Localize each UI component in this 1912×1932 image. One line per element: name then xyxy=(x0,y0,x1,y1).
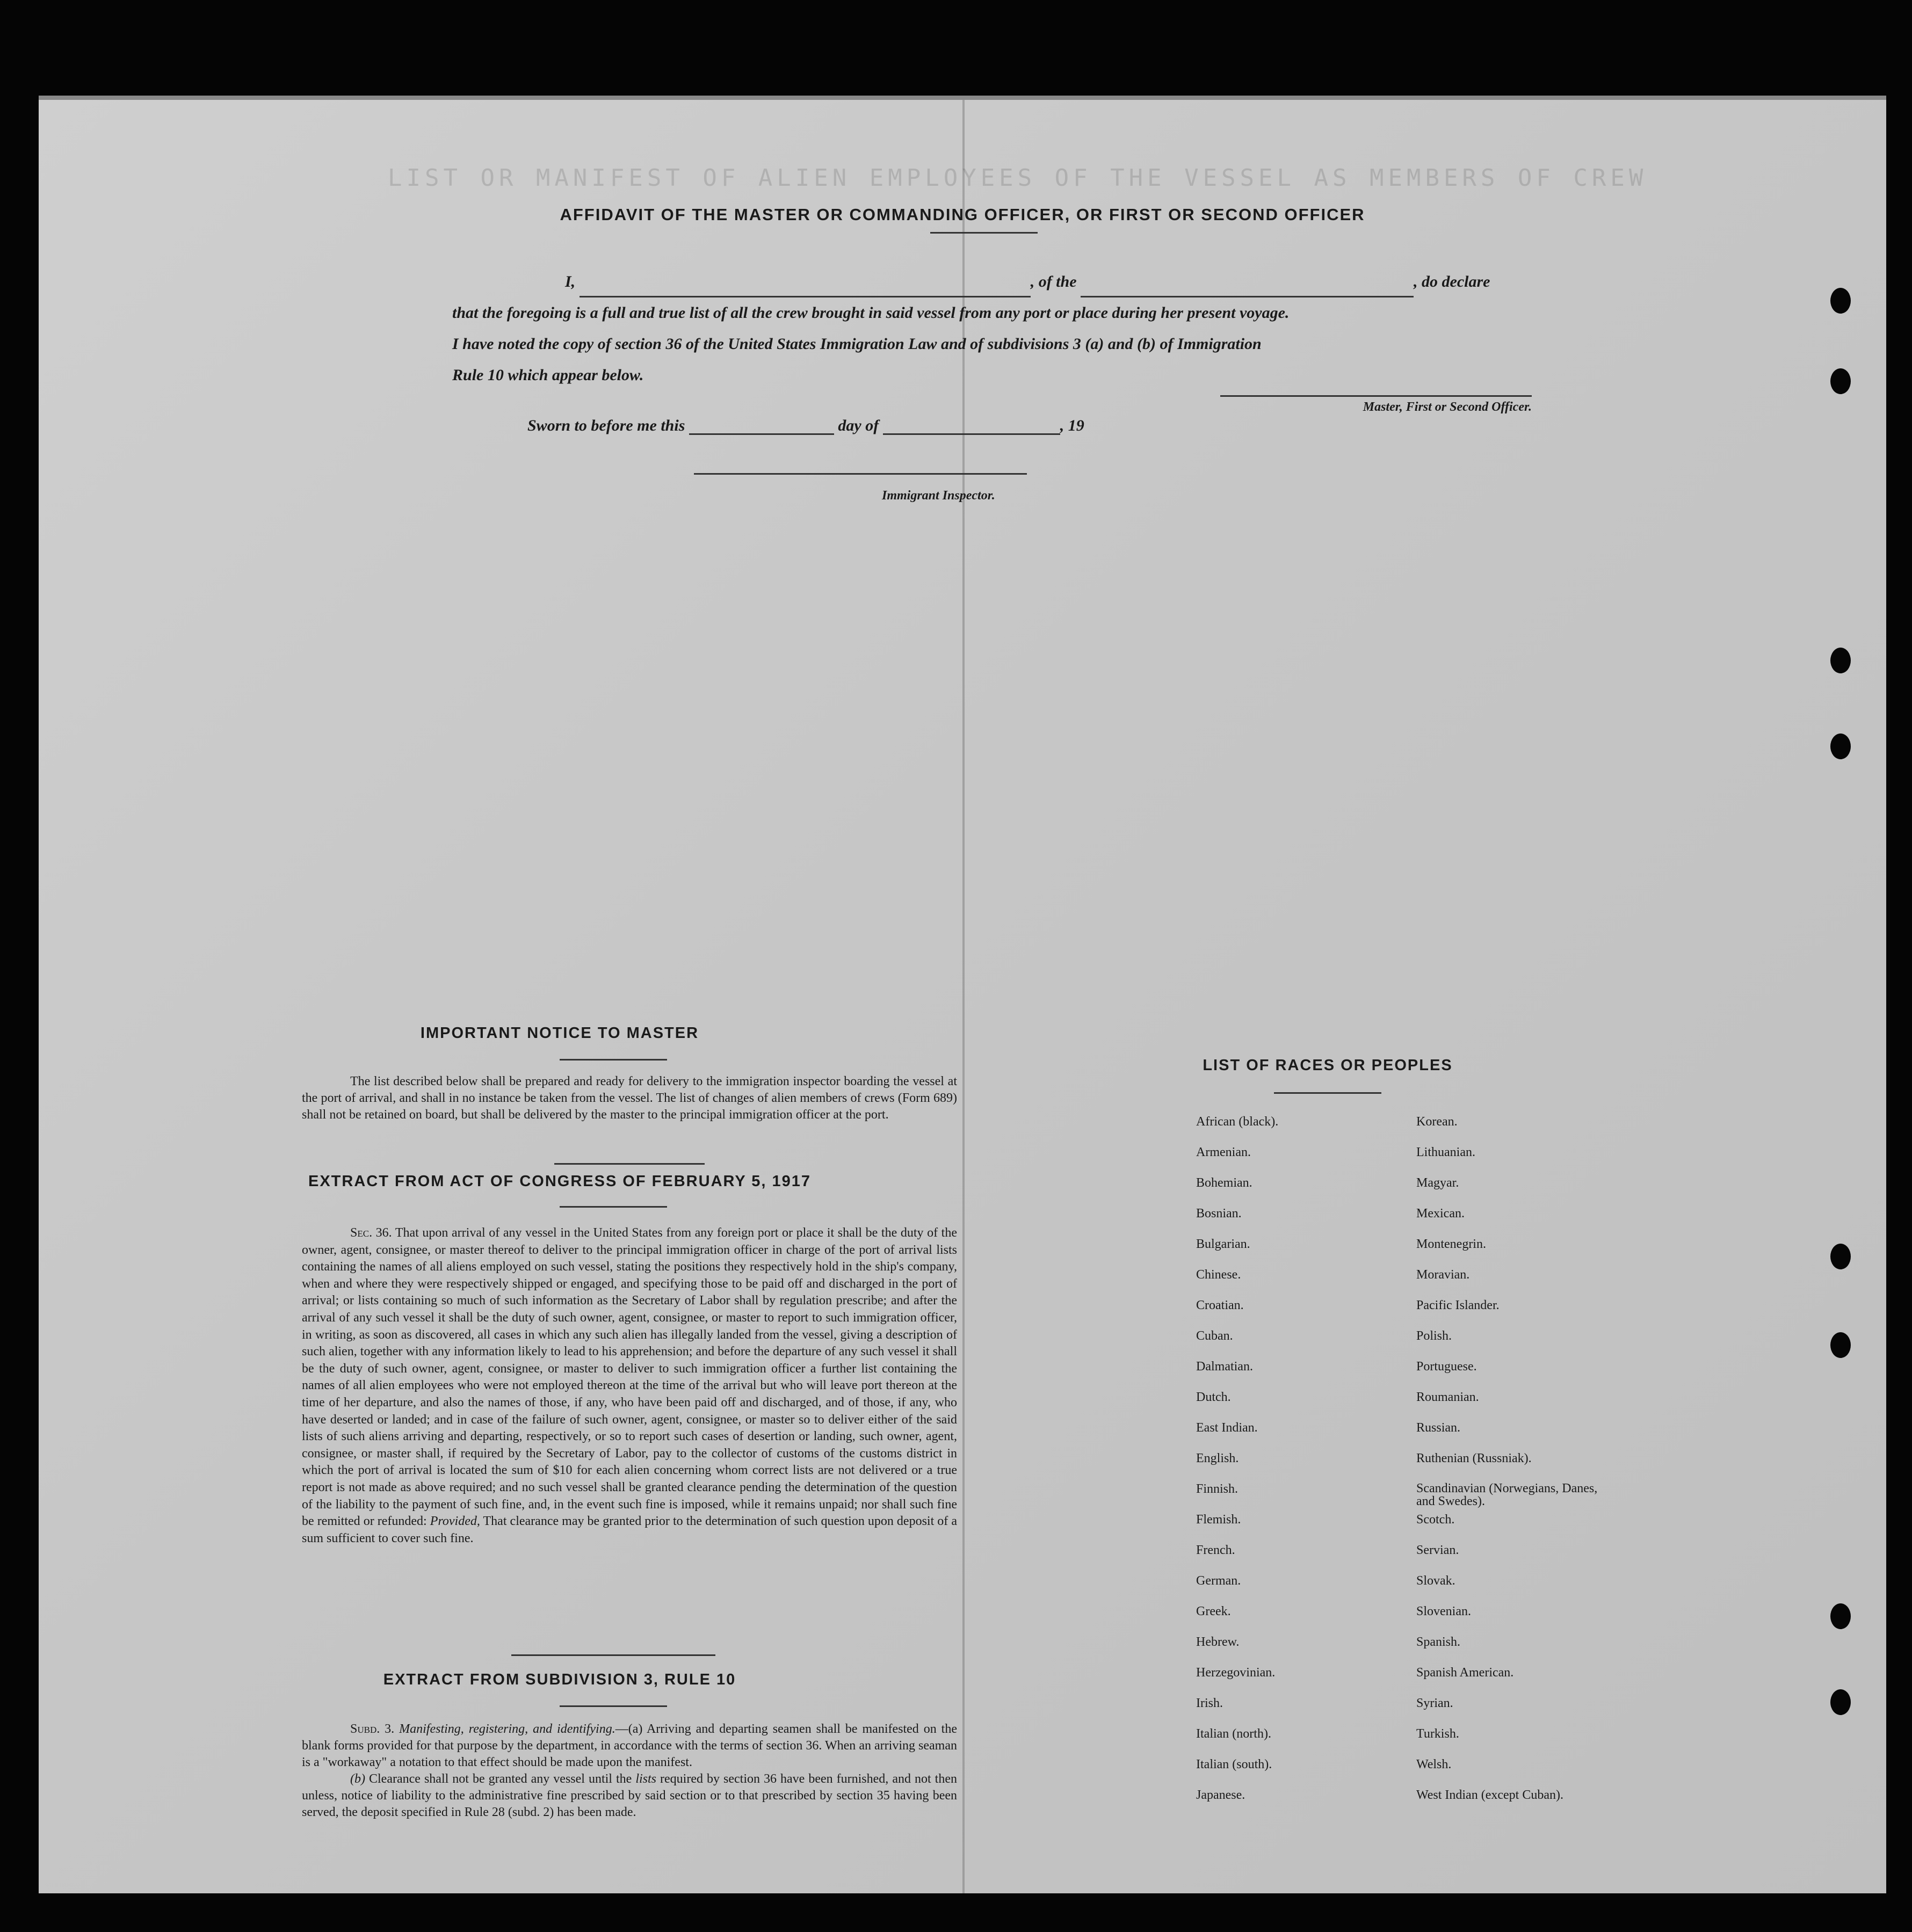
year-text: , 19 xyxy=(1060,417,1084,434)
race-item: Scotch. xyxy=(1416,1513,1455,1527)
act-title: EXTRACT FROM ACT OF CONGRESS OF FEBRUARY 5, 1917 xyxy=(308,1173,812,1190)
race-item: Italian (north). xyxy=(1196,1727,1271,1741)
race-item: Lithuanian. xyxy=(1416,1145,1475,1159)
inspector-label: Immigrant Inspector. xyxy=(882,489,995,503)
races-right-column xyxy=(1416,1115,1615,1819)
master-signature-line[interactable] xyxy=(1220,395,1532,397)
sec-label: Sec. 36. xyxy=(350,1226,392,1240)
master-signature xyxy=(1199,395,1532,415)
races-title: LIST OF RACES OR PEOPLES xyxy=(1203,1057,1453,1074)
para-b-text-2: required by section 36 have been furnished, and not then unless, notice of liability to the administrative fine prescribed by said section or to that prescribed by section 35 having been served, the deposit specified in Rule 28 (subd. 2) has been made. xyxy=(302,1772,957,1819)
race-item: Korean. xyxy=(1416,1115,1458,1129)
punch-hole xyxy=(1830,1244,1851,1269)
title-divider xyxy=(930,232,1038,234)
race-item: Dalmatian. xyxy=(1196,1360,1253,1374)
provided-text: Provided, xyxy=(430,1514,480,1529)
races-divider xyxy=(1274,1092,1381,1094)
races-left-column xyxy=(1196,1115,1278,1819)
punch-hole xyxy=(1830,1689,1851,1715)
race-item: Bohemian. xyxy=(1196,1176,1252,1190)
race-item: Welsh. xyxy=(1416,1757,1452,1771)
race-item: Mexican. xyxy=(1416,1207,1465,1221)
act-text-end: That clearance may be granted prior to the determination of such question upon deposit of a sum sufficient to cover such fine. xyxy=(302,1514,957,1545)
race-item: Montenegrin. xyxy=(1416,1237,1486,1251)
race-item: Dutch. xyxy=(1196,1390,1231,1404)
act-body xyxy=(302,1225,957,1547)
race-item: French. xyxy=(1196,1543,1235,1557)
race-item: Hebrew. xyxy=(1196,1635,1240,1649)
race-item: Bulgarian. xyxy=(1196,1237,1250,1251)
notice-body: The list described below shall be prepared and ready for delivery to the immigration inspector boarding the vessel at the port of arrival, and shall in no instance be taken from the vessel. The list of changes of alien members of crews (Form 689) shall not be retained on board, but shall be delivered by the master to the principal immigration officer at the port. xyxy=(302,1074,957,1122)
rule10-title: EXTRACT FROM SUBDIVISION 3, RULE 10 xyxy=(383,1671,736,1688)
sworn-line xyxy=(527,417,1084,435)
race-item: African (black). xyxy=(1196,1115,1279,1129)
master-label: Master, First or Second Officer. xyxy=(1363,400,1532,414)
para-b-lists: lists xyxy=(635,1772,656,1786)
race-item: Spanish. xyxy=(1416,1635,1461,1649)
inspector-signature-line[interactable] xyxy=(694,473,1027,475)
affidavit-line-4: Rule 10 which appear below. xyxy=(452,366,644,384)
day-of-text: day of xyxy=(838,417,879,434)
race-item: Russian. xyxy=(1416,1421,1461,1435)
race-item: Moravian. xyxy=(1416,1268,1470,1282)
race-item: Greek. xyxy=(1196,1604,1231,1618)
day-blank[interactable] xyxy=(689,433,834,435)
affidavit-body xyxy=(452,266,1553,391)
bleed-through-header: LIST OR MANIFEST OF ALIEN EMPLOYEES OF THE VESSEL AS MEMBERS OF CREW xyxy=(388,164,1648,192)
punch-hole xyxy=(1830,1332,1851,1358)
race-item: Ruthenian (Russniak). xyxy=(1416,1451,1532,1465)
section-divider xyxy=(554,1163,705,1165)
affidavit-of: , of the xyxy=(1030,273,1077,290)
punch-hole xyxy=(1830,733,1851,759)
act-divider xyxy=(560,1206,667,1208)
race-item: Irish. xyxy=(1196,1696,1223,1710)
race-item: Herzegovinian. xyxy=(1196,1666,1276,1680)
notice-divider xyxy=(560,1059,667,1061)
race-item: Roumanian. xyxy=(1416,1390,1479,1404)
punch-hole xyxy=(1830,368,1851,394)
rule10-para-b xyxy=(302,1771,957,1821)
race-item: Scandinavian (Norwegians, Danes, and Swedes). xyxy=(1416,1481,1598,1508)
race-item: Slovak. xyxy=(1416,1574,1455,1588)
notice-title: IMPORTANT NOTICE TO MASTER xyxy=(420,1025,699,1042)
race-item: Bosnian. xyxy=(1196,1207,1242,1221)
race-item: Pacific Islander. xyxy=(1416,1298,1500,1312)
para-b-text-1: Clearance shall not be granted any vessel until the xyxy=(369,1772,632,1786)
race-item: Syrian. xyxy=(1416,1696,1453,1710)
race-item: East Indian. xyxy=(1196,1421,1258,1435)
sworn-text: Sworn to before me this xyxy=(527,417,685,434)
month-blank[interactable] xyxy=(883,433,1060,435)
punch-hole xyxy=(1830,288,1851,314)
affidavit-line-1 xyxy=(452,266,1553,297)
race-item: Finnish. xyxy=(1196,1482,1239,1496)
rule10-divider xyxy=(560,1705,667,1707)
race-item: Polish. xyxy=(1416,1329,1452,1343)
affidavit-line-3: I have noted the copy of section 36 of the United States Immigration Law and of subdivisions 3 (a) and (b) of Immigration xyxy=(452,335,1262,353)
race-item: Turkish. xyxy=(1416,1727,1459,1741)
race-item: Flemish. xyxy=(1196,1513,1241,1527)
subd-heading: Manifesting, registering, and identifying. xyxy=(399,1722,615,1736)
para-a-text: —(a) Arriving and departing seamen shall be manifested on the blank forms provided for that purpose by the department, in accordance with the terms of section 36. When an arriving seaman is a "workaway" a notation to that effect should be made upon the manifest. xyxy=(302,1722,958,1769)
race-item: Magyar. xyxy=(1416,1176,1459,1190)
inspector-signature xyxy=(694,473,1070,503)
act-text: That upon arrival of any vessel in the United States from any foreign port or place it shall be the duty of the owner, agent, consignee, or master thereof to deliver to the principal immigration officer in charge of the port of arrival lists containing the names of all aliens employed on such vessel, stating the positions they respectively hold in the ship's company, when and where they were respectively shipped or engaged, and specifying those to be paid off and discharged in the port of arrival; or lists containing so much of such information as the Secretary of Labor shall by regulation prescribe; and after the arrival of any such vessel it shall be the duty of such owner, agent, consignee, or master to report to such immigration officer, in writing, as soon as discovered, all cases in which any such alien has illegally landed from the vessel, giving a description of such alien, together with any information likely to lead to his apprehension; and before the departure of any such vessel it shall be the duty of such owner, agent, consignee, or master to deliver to such immigration officer a further list containing the names of all alien employees who were not employed thereon at the time of the arrival but who will leave port thereon at the time of her departure, and also the names of those, if any, who have been paid off and discharged, and of those, if any, who have deserted or landed; and in case of the failure of such owner, agent, consignee, or master so to deliver either of the said lists of such aliens arriving and departing, respectively, or so to report such cases of desertion or landing, such owner, agent, consignee, or master shall, if required by the Secretary of Labor, pay to the collector of customs of the customs district in which the port of arrival is located the sum of $10 for each alien concerning whom correct lists are not delivered or a true report is not made as above required; and no such vessel shall be granted clearance pending the determination of the question of the liability to the payment of such fine, and, in the event such fine is imposed, while it remains unpaid; nor shall such fine be remitted or refunded: xyxy=(302,1226,957,1529)
race-item: Chinese. xyxy=(1196,1268,1241,1282)
affidavit-line-2: that the foregoing is a full and true list of all the crew brought in said vessel from any port or place during her present voyage. xyxy=(452,304,1290,322)
subd-label: Subd. 3. xyxy=(350,1722,395,1736)
race-item: English. xyxy=(1196,1451,1239,1465)
affidavit-title: AFFIDAVIT OF THE MASTER OR COMMANDING OFFICER, OR FIRST OR SECOND OFFICER xyxy=(560,205,1365,224)
section-divider xyxy=(511,1654,715,1656)
race-item: Japanese. xyxy=(1196,1788,1245,1802)
race-item: Armenian. xyxy=(1196,1145,1251,1159)
affidavit-declare: , do declare xyxy=(1414,273,1490,290)
para-b-label: (b) xyxy=(350,1772,365,1786)
race-item: Slovenian. xyxy=(1416,1604,1471,1618)
race-item: German. xyxy=(1196,1574,1241,1588)
punch-hole xyxy=(1830,648,1851,673)
race-item: Spanish American. xyxy=(1416,1666,1514,1680)
document-page xyxy=(39,96,1886,1893)
rule10-body xyxy=(302,1721,957,1821)
rule10-para-a xyxy=(302,1721,957,1771)
race-item: Portuguese. xyxy=(1416,1360,1477,1374)
race-item: Cuban. xyxy=(1196,1329,1233,1343)
race-item: Servian. xyxy=(1416,1543,1459,1557)
race-item: West Indian (except Cuban). xyxy=(1416,1788,1563,1802)
race-item: Croatian. xyxy=(1196,1298,1244,1312)
race-item: Italian (south). xyxy=(1196,1757,1272,1771)
affidavit-i: I, xyxy=(565,273,576,290)
punch-hole xyxy=(1830,1603,1851,1629)
